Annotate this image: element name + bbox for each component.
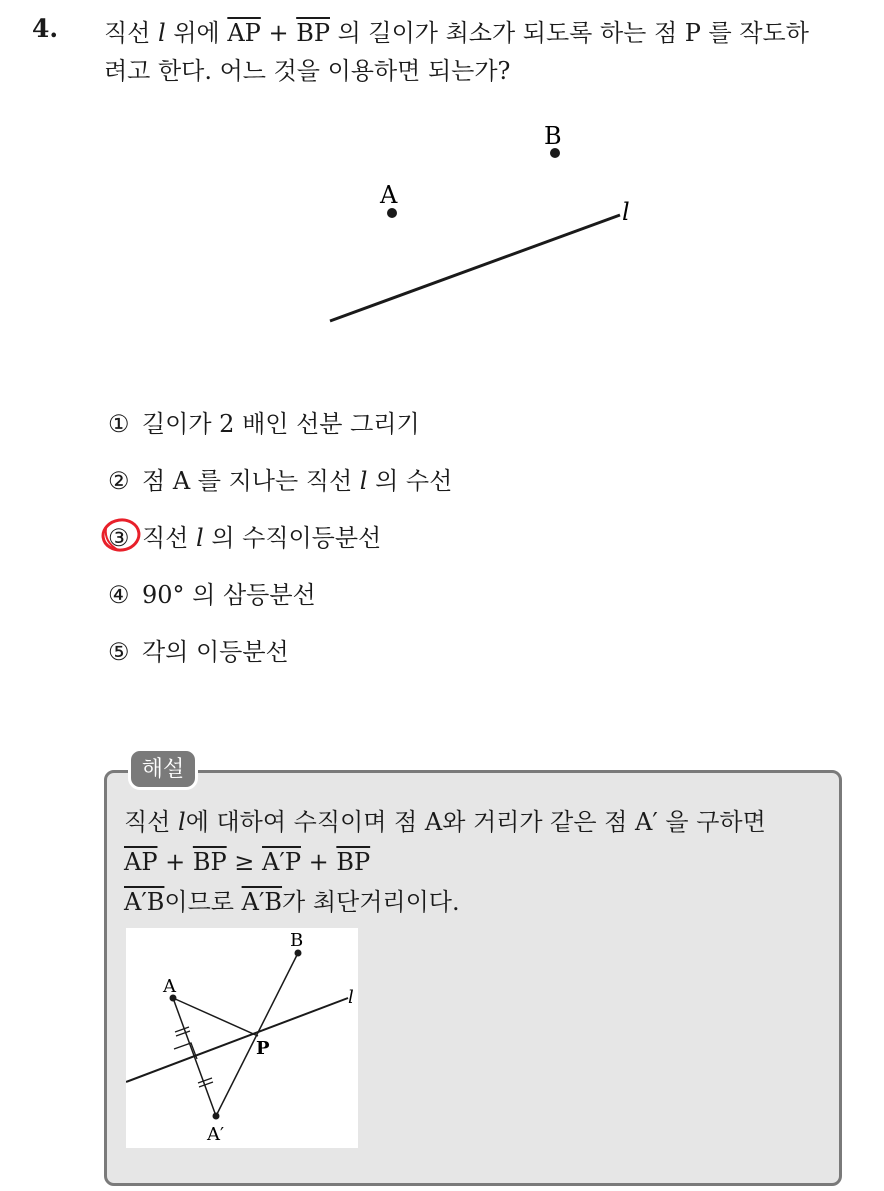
label-a: A (380, 181, 398, 209)
option-4[interactable]: ④ 90° 의 삼등분선 (108, 581, 316, 609)
solution-label-a: A (163, 976, 176, 997)
option-1[interactable]: ① 길이가 2 배인 선분 그리기 (108, 410, 420, 438)
tick-mark (175, 1027, 189, 1032)
solution-line-l (126, 998, 348, 1082)
option-5-mark: ⑤ (108, 638, 130, 666)
segment-a-a-prime (173, 998, 216, 1116)
option-3-mark: ③ (108, 524, 130, 552)
label-l: l (622, 198, 630, 226)
point-a (387, 208, 397, 218)
segment-a-p (173, 998, 258, 1036)
question-figure (0, 0, 884, 360)
solution-point-a-prime (213, 1113, 220, 1120)
option-3[interactable]: ③ 직선 l 의 수직이등분선 (108, 524, 382, 552)
question-text: 직선 l 위에 $\overline{AP} + \overline{BP}$ 의 길이가 최소가 되도록 하는 점 P 를 작도하 려고 한다. 어느 것을 이용하면 되는가? (104, 19, 809, 85)
solution-inequality: $\overline{AP} + \overline{BP} \ge A'P + \overline{BP}$ (124, 848, 371, 876)
segment-bp: $\overline{BP}$ (296, 19, 330, 47)
question-number: 4. (32, 14, 59, 43)
tick-mark (199, 1082, 213, 1087)
option-1-mark: ① (108, 410, 130, 438)
solution-figure (126, 928, 358, 1148)
option-2[interactable]: ② 점 A 를 지나는 직선 l 의 수선 (108, 467, 453, 495)
label-b: B (544, 122, 562, 150)
solution-label-l: l (348, 987, 354, 1008)
line-l (330, 215, 620, 321)
option-5[interactable]: ⑤ 각의 이등분선 (108, 638, 289, 666)
tick-mark (176, 1031, 190, 1036)
solution-text: 직선 l에 대하여 수직이며 점 A와 거리가 같은 점 A′ 을 구하면 $\overline{AP} + \overline{BP} \ge A'P + \overline{BP}$ A′B이므로 A′B가 최단거리이다. (124, 808, 766, 916)
segment-ap: $\overline{AP}$ (227, 19, 261, 47)
segment-a-prime-b (216, 953, 298, 1116)
option-2-mark: ② (108, 467, 130, 495)
tick-mark (198, 1078, 212, 1083)
solution-label-b: B (290, 930, 304, 951)
solution-diagram (126, 928, 358, 1148)
line-l-symbol: l (158, 19, 166, 47)
solution-label-a-prime: A′ (207, 1124, 225, 1145)
option-4-mark: ④ (108, 581, 130, 609)
solution-tag: 해설 (128, 748, 198, 790)
solution-label-p: P (256, 1038, 270, 1059)
